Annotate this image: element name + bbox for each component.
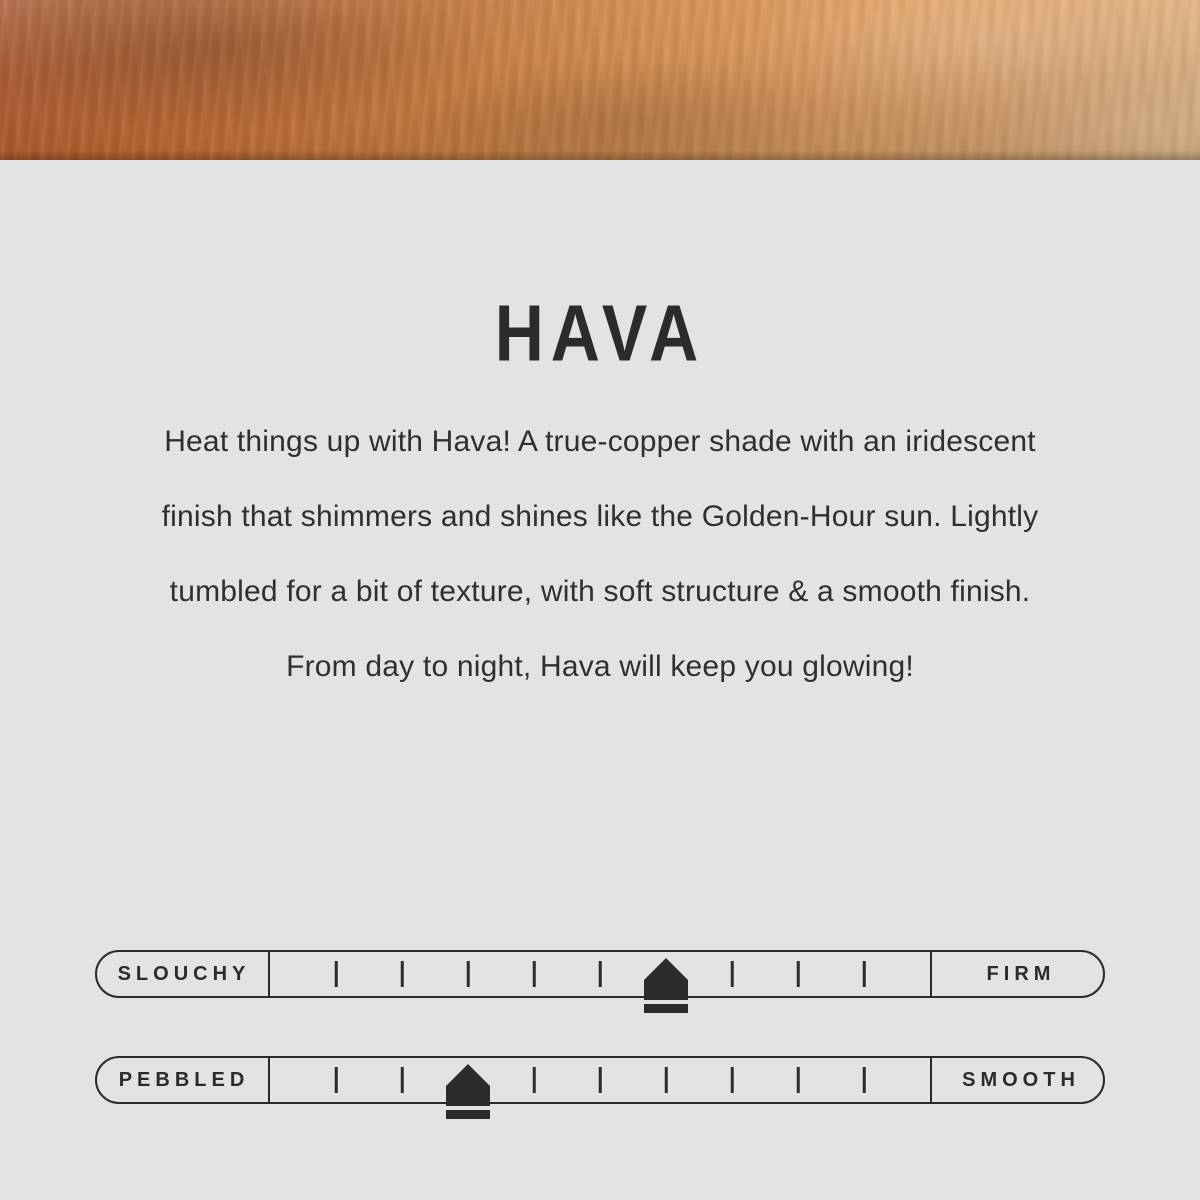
description-line-1: Heat things up with Hava! A true-copper shade with an iridescent bbox=[164, 425, 1036, 458]
slider-right-label: FIRM bbox=[930, 950, 1105, 998]
slider-tick bbox=[599, 1067, 602, 1093]
marker-base bbox=[446, 1110, 490, 1119]
slider-tick bbox=[599, 961, 602, 987]
slider-tick bbox=[863, 961, 866, 987]
swatch-bottom-shadow bbox=[0, 150, 1200, 160]
slider-tick bbox=[533, 1067, 536, 1093]
slider-ticks bbox=[270, 1056, 930, 1104]
slider-tick bbox=[665, 1067, 668, 1093]
slider-tick bbox=[797, 1067, 800, 1093]
slider-tick bbox=[467, 1067, 470, 1093]
description-line-2: finish that shimmers and shines like the Golden-Hour sun. Lightly bbox=[161, 500, 1039, 533]
page-title: HAVA bbox=[494, 288, 706, 379]
slider-left-label: SLOUCHY bbox=[95, 950, 270, 998]
slider-tick bbox=[401, 961, 404, 987]
slider-tick bbox=[401, 1067, 404, 1093]
marker-gap bbox=[446, 1106, 490, 1110]
slider-tick bbox=[533, 961, 536, 987]
slider-tick bbox=[797, 961, 800, 987]
slider-tick bbox=[467, 961, 470, 987]
slider-tick bbox=[665, 961, 668, 987]
swatch-mottling bbox=[0, 0, 1200, 160]
description-line-4: From day to night, Hava will keep you glowing! bbox=[286, 650, 914, 683]
slider-structure[interactable] bbox=[95, 950, 1105, 998]
slider-tick bbox=[731, 1067, 734, 1093]
product-description bbox=[85, 346, 1115, 704]
slider-tick bbox=[335, 1067, 338, 1093]
slider-ticks bbox=[270, 950, 930, 998]
attribute-sliders bbox=[0, 950, 1200, 1104]
slider-right-label: SMOOTH bbox=[930, 1056, 1105, 1104]
slider-tick bbox=[863, 1067, 866, 1093]
slider-tick bbox=[335, 961, 338, 987]
copper-leather-swatch bbox=[0, 0, 1200, 160]
slider-texture[interactable] bbox=[95, 1056, 1105, 1104]
marker-base bbox=[644, 1004, 688, 1013]
marker-gap bbox=[644, 1000, 688, 1004]
slider-tick bbox=[731, 961, 734, 987]
slider-left-label: PEBBLED bbox=[95, 1056, 270, 1104]
description-line-3: tumbled for a bit of texture, with soft structure & a smooth finish. bbox=[169, 575, 1031, 608]
